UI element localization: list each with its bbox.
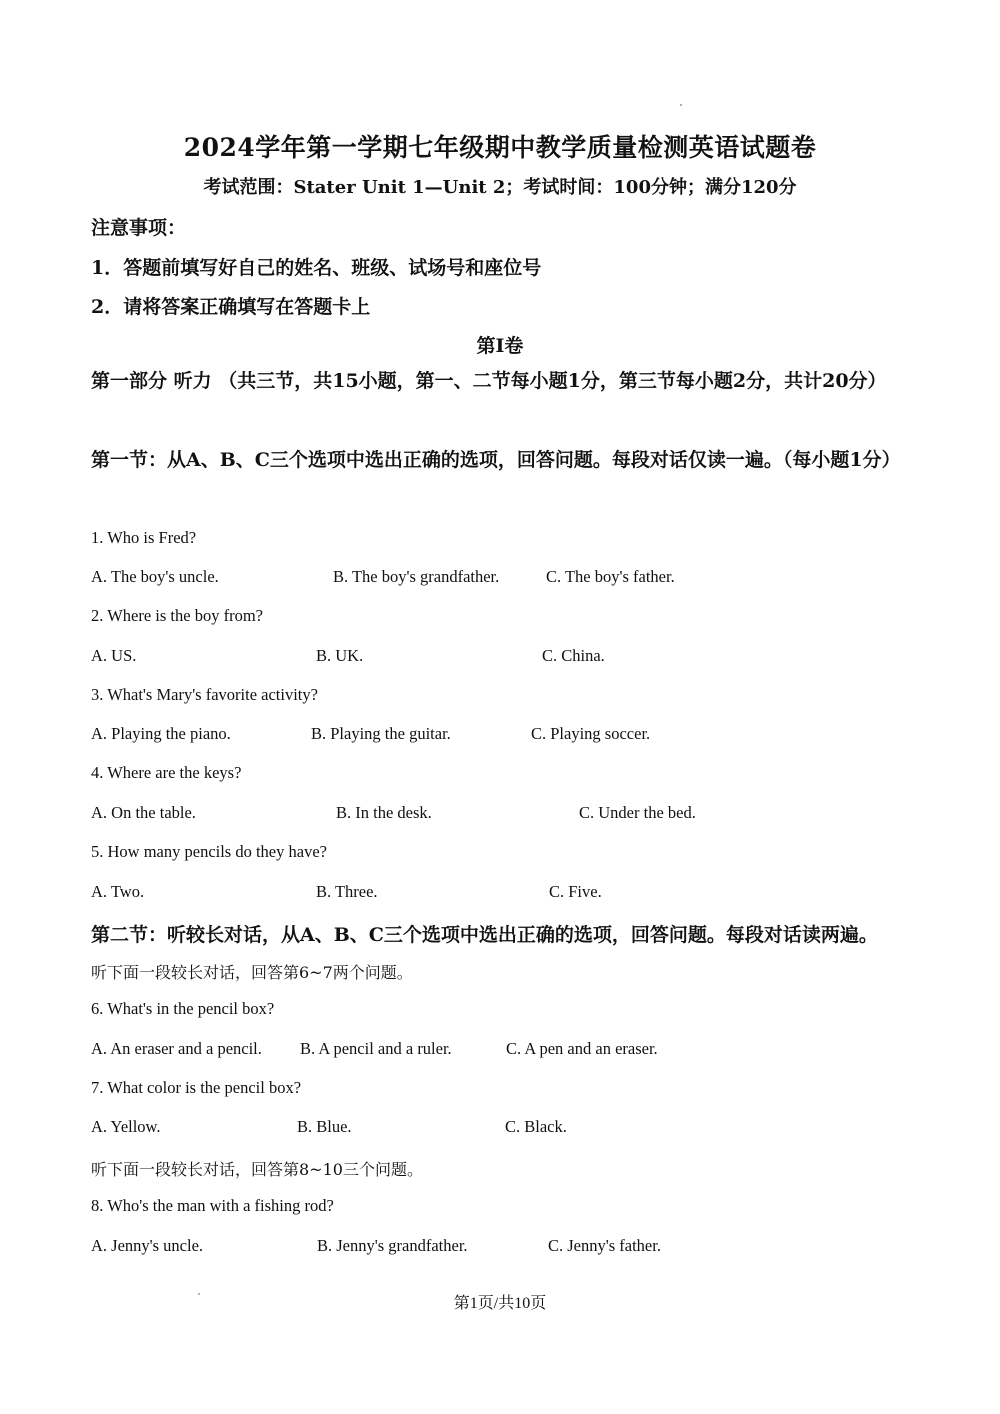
section2-heading: 第二节：听较长对话，从A、B、C三个选项中选出正确的选项，回答问题。每段对话读两遍。: [91, 924, 878, 946]
question-text: 6. What's in the pencil box?: [91, 999, 275, 1018]
notes-heading: 注意事项：: [91, 217, 187, 239]
page-number: 第1页/共10页: [453, 1295, 547, 1312]
note-item: 2．请将答案正确填写在答题卡上: [91, 296, 371, 318]
question-text: 2. Where is the boy from?: [91, 606, 263, 625]
part1-heading: 第一部分 听力 （共三节，共15小题，第一、二节每小题1分，第三节每小题2分，共计20分）: [91, 370, 887, 392]
option-b: B. A pencil and a ruler.: [300, 1039, 452, 1058]
scan-speck: [680, 104, 682, 106]
option-b: B. Playing the guitar.: [311, 724, 451, 743]
option-a: A. Jenny's uncle.: [91, 1236, 204, 1255]
option-b: B. UK.: [316, 646, 364, 665]
option-c: C. Under the bed.: [579, 803, 696, 822]
option-a: A. The boy's uncle.: [91, 567, 219, 586]
option-c: C. Jenny's father.: [548, 1236, 661, 1255]
option-b: B. Blue.: [297, 1117, 352, 1136]
option-c: C. The boy's father.: [546, 567, 675, 586]
instruction-text: 听下面一段较长对话，回答第6~7两个问题。: [91, 963, 413, 982]
option-a: A. An eraser and a pencil.: [91, 1039, 262, 1058]
question-text: 4. Where are the keys?: [91, 763, 242, 782]
option-b: B. The boy's grandfather.: [333, 567, 500, 586]
option-b: B. In the desk.: [336, 803, 432, 822]
option-a: A. Two.: [91, 882, 145, 901]
exam-info: 考试范围：Stater Unit 1—Unit 2；考试时间：100分钟；满分120分: [203, 177, 797, 198]
option-b: B. Three.: [316, 882, 378, 901]
instruction-text: 听下面一段较长对话，回答第8~10三个问题。: [91, 1160, 423, 1179]
question-text: 7. What color is the pencil box?: [91, 1078, 302, 1097]
option-a: A. Yellow.: [91, 1117, 161, 1136]
option-a: A. On the table.: [91, 803, 196, 822]
question-text: 1. Who is Fred?: [91, 528, 197, 547]
option-a: A. Playing the piano.: [91, 724, 231, 743]
note-item: 1．答题前填写好自己的姓名、班级、试场号和座位号: [91, 257, 542, 279]
question-text: 8. Who's the man with a fishing rod?: [91, 1196, 334, 1215]
option-c: C. A pen and an eraser.: [506, 1039, 658, 1058]
option-c: C. China.: [542, 646, 605, 665]
option-c: C. Five.: [549, 882, 602, 901]
question-text: 5. How many pencils do they have?: [91, 842, 327, 861]
option-a: A. US.: [91, 646, 137, 665]
section1-heading: 第一节：从A、B、C三个选项中选出正确的选项，回答问题。每段对话仅读一遍。（每小题1分）: [91, 449, 901, 471]
question-text: 3. What's Mary's favorite activity?: [91, 685, 318, 704]
volume-label: 第I卷: [476, 335, 524, 357]
option-c: C. Playing soccer.: [531, 724, 651, 743]
option-b: B. Jenny's grandfather.: [317, 1236, 468, 1255]
option-c: C. Black.: [505, 1117, 567, 1136]
page-title: 2024学年第一学期七年级期中教学质量检测英语试题卷: [183, 133, 817, 162]
